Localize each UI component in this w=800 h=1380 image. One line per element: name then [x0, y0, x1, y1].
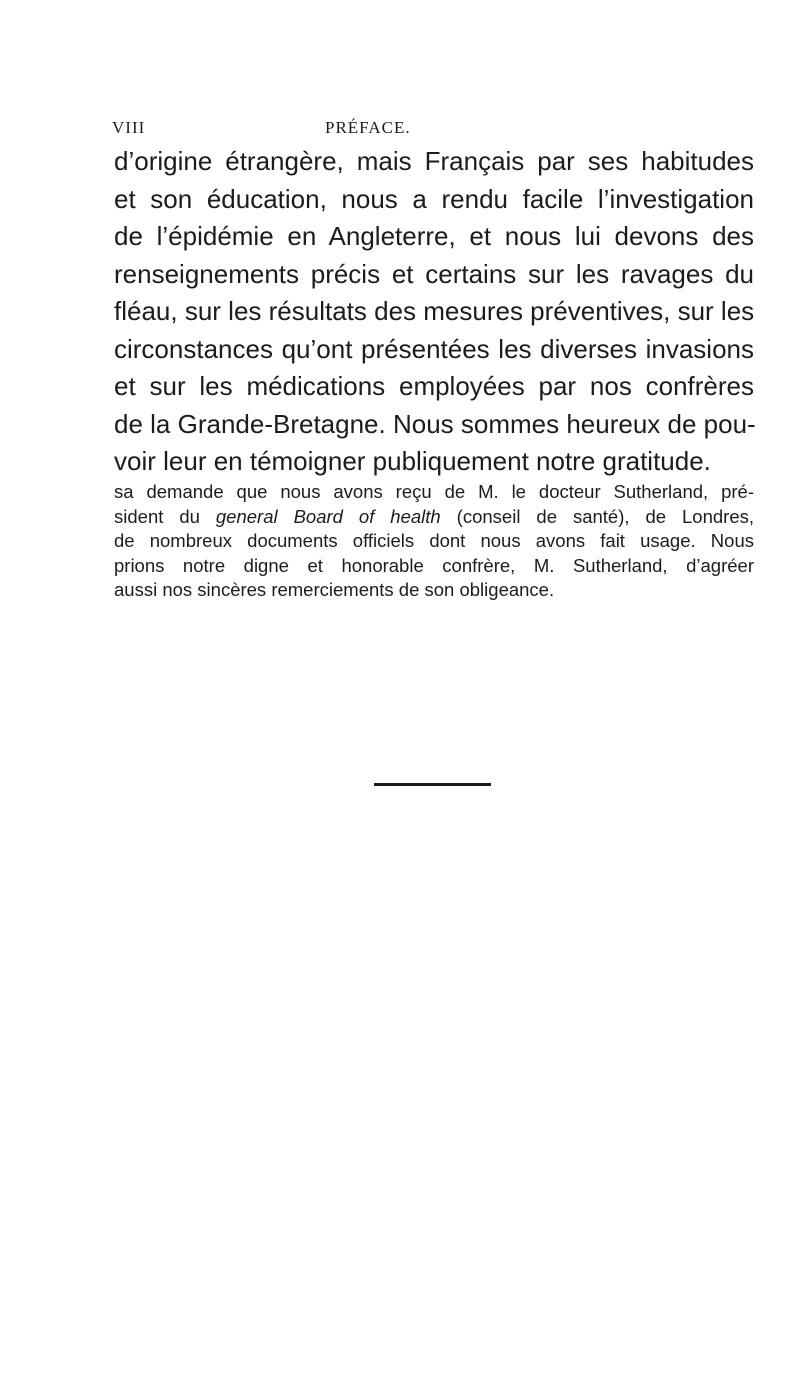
- footnote-line: [114, 505, 754, 530]
- footnote-italic-title: general Board of health: [215, 505, 441, 527]
- text-line: et son éducation, nous a rendu facile l’investigation: [114, 183, 754, 214]
- footnote-line: prions notre digne et honorable confrère, M. Sutherland, d’agréer: [114, 554, 754, 576]
- text-line: de l’épidémie en Angleterre, et nous lui devons des: [114, 221, 754, 251]
- footnote: [114, 480, 754, 603]
- text-line: d’origine étrangère, mais Français par ses habitudes: [114, 146, 754, 176]
- footnote-text: sident du: [114, 505, 216, 527]
- text-line: circonstances qu’ont présentées les diverses invasions: [114, 333, 754, 364]
- main-paragraph: [114, 143, 754, 481]
- running-head: PRÉFACE.: [325, 118, 411, 137]
- divider-rule: [374, 783, 491, 786]
- text-line: et sur les médications employées par nos confrères: [114, 371, 754, 401]
- footnote-text: (conseil de santé), de Londres,: [440, 505, 755, 527]
- text-line: voir leur en témoigner publiquement notre gratitude.: [114, 446, 711, 476]
- text-line: de la Grande-Bretagne. Nous sommes heureux de pou-: [114, 408, 756, 439]
- text-line: fléau, sur les résultats des mesures préventives, sur les: [114, 296, 755, 326]
- footnote-line: aussi nos sincères remerciements de son obligeance.: [114, 579, 555, 600]
- page-number: VIII: [112, 118, 146, 137]
- footnote-line: sa demande que nous avons reçu de M. le docteur Sutherland, pré-: [114, 481, 754, 502]
- footnote-line: de nombreux documents officiels dont nous avons fait usage. Nous: [114, 530, 754, 551]
- text-line: renseignements précis et certains sur les ravages du: [114, 258, 754, 289]
